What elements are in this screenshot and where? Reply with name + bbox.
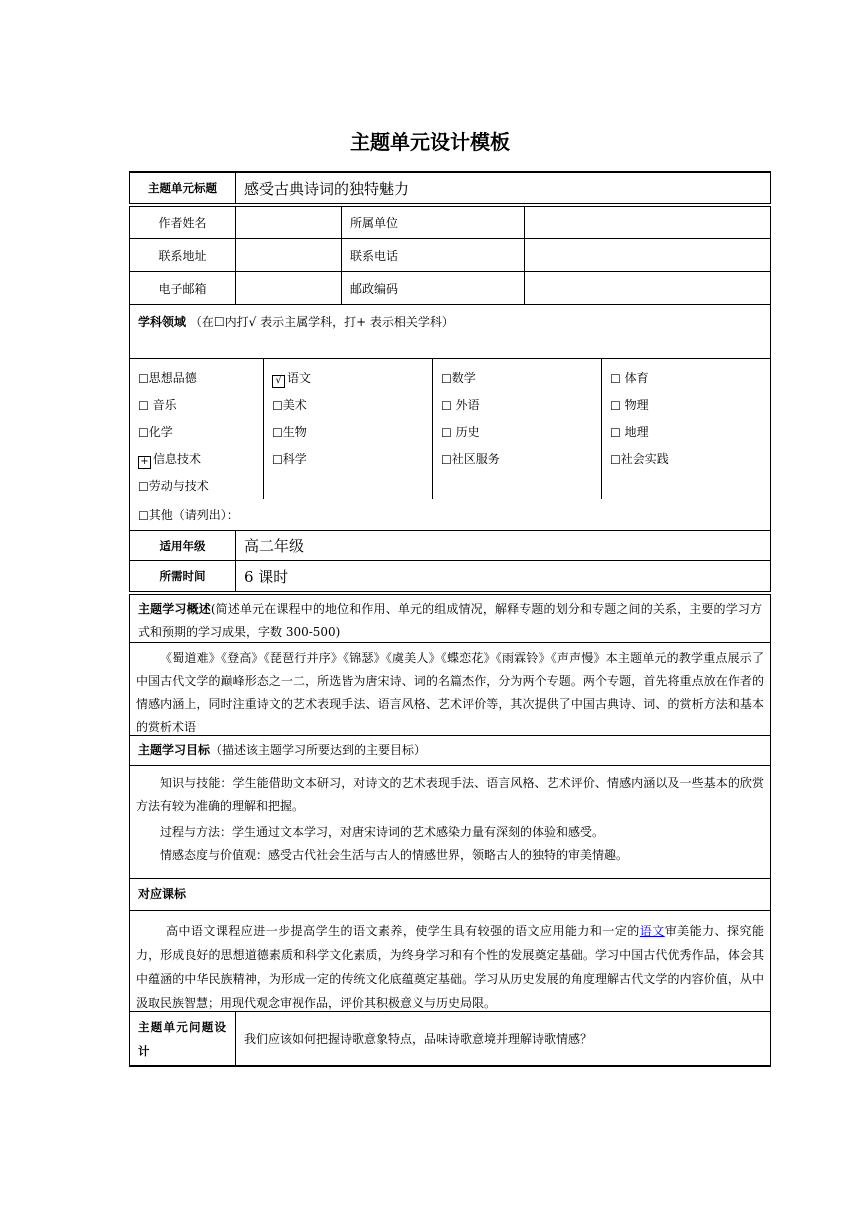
standards-header [129, 879, 771, 911]
subject-area-heading-wrap [130, 305, 462, 358]
subject-label: 外语 [451, 398, 480, 412]
postcode-value [524, 272, 770, 304]
subject-other-label: 其他（请列出）： [148, 508, 239, 522]
goal-item: 知识与技能：学生能借助文本研习，对诗文的艺术表现手法、语言风格、艺术评价、情感内涵以及一些基本的欣赏方法有较为准确的理解和把握。 [136, 776, 764, 813]
subject-checkbox[interactable]: + [138, 456, 151, 469]
standards-body [130, 911, 770, 1011]
subject-checkbox[interactable]: ☐ [138, 426, 149, 440]
question-value: 我们应该如何把握诗歌意象特点，品味诗歌意境并理解诗歌情感？ [235, 1012, 770, 1065]
subject-checkbox[interactable]: ☐ [610, 426, 621, 440]
goal-item: 过程与方法：学生通过文本学习，对唐宋诗词的艺术感染力量有深刻的体验和感受。 [160, 825, 605, 839]
subject-item [441, 392, 601, 419]
subject-checkbox[interactable]: ☐ [441, 372, 452, 386]
goal-item: 情感态度与价值观：感受古代社会生活与古人的情感世界，领略古人的独特的审美情趣。 [160, 848, 629, 862]
grade-label: 适用年级 [159, 538, 206, 553]
hours-value: 6 课时 [235, 561, 770, 591]
subject-item [610, 446, 770, 473]
author-row [129, 206, 771, 239]
goals-heading-wrap [130, 736, 434, 765]
subject-columns [130, 359, 770, 499]
subject-label: 语文 [287, 371, 312, 385]
overview-body: 《蜀道难》《登高》《琵琶行并序》《锦瑟》《虞美人》《蝶恋花》《雨霖铃》《声声慢》本主题单元的教学重点展示了中国古代文学的巅峰形态之一二，所选皆为唐宋诗、词的名篇杰作，分为两个专题。两个专题，首先将重点放在作者的情感内涵上，同时注重诗文的艺术表现手法、语言风格、艺术评价等，其次提供了中国古典诗、词、的赏析方法和基本的赏析术语 [136, 651, 764, 734]
subject-checkbox[interactable]: ☐ [610, 399, 621, 413]
subject-checkbox[interactable]: ☐ [610, 453, 621, 467]
checkbox-other[interactable]: ☐ [138, 509, 149, 523]
phone-value [524, 239, 770, 271]
email-row [129, 272, 771, 305]
subject-area-heading: 学科领域 [138, 315, 187, 329]
subject-label: 思想品德 [148, 371, 197, 385]
subject-item [138, 365, 263, 392]
goals-note: （描述该主题学习所要达到的主要目标） [210, 743, 427, 757]
subject-other [130, 499, 770, 531]
subject-item [272, 419, 432, 446]
hours-label: 所需时间 [159, 569, 206, 583]
subject-item [610, 365, 770, 392]
affiliation-value [524, 207, 770, 238]
subject-item [272, 365, 432, 392]
design-template-table [129, 171, 771, 1067]
unit-title-value: 感受古典诗词的独特魅力 [235, 173, 770, 203]
standards-text-1: 高中语文课程应进一步提高学生的语文素养，使学生具有较强的语文应用能力和一定的 [166, 924, 640, 938]
subject-item [272, 392, 432, 419]
subject-label: 科学 [282, 452, 307, 466]
phone-label: 联系电话 [341, 239, 524, 271]
question-row [129, 1012, 771, 1067]
subject-item [138, 473, 263, 500]
goals-body [130, 766, 770, 878]
subject-col-1 [130, 359, 263, 499]
subject-item [441, 446, 601, 473]
subject-col-4 [601, 359, 770, 499]
address-value [235, 239, 341, 271]
grade-row [129, 531, 771, 561]
subject-checkbox[interactable]: √ [272, 375, 285, 388]
subject-label: 音乐 [148, 398, 177, 412]
subject-checkbox[interactable]: ☐ [272, 453, 283, 467]
subject-area-grid [129, 359, 771, 531]
subject-label: 体育 [620, 371, 649, 385]
grade-value: 高二年级 [235, 531, 770, 560]
subject-label: 社会实践 [620, 452, 669, 466]
subject-checkbox[interactable]: ☐ [272, 399, 283, 413]
author-name-value [235, 207, 341, 238]
subject-item [441, 419, 601, 446]
overview-header [129, 594, 771, 643]
email-label: 电子邮箱 [158, 281, 207, 296]
author-name-label: 作者姓名 [158, 216, 207, 230]
overview-body-row [129, 643, 771, 736]
subject-checkbox[interactable]: ☐ [138, 480, 149, 494]
subject-label: 历史 [451, 425, 480, 439]
subject-item [138, 419, 263, 446]
subject-item [272, 446, 432, 473]
subject-item [610, 419, 770, 446]
standards-text-2: 审美能力、探究能力，形成良好的思想道德素质和科学文化素质，为终身学习和有个性的发展奠定基础。学习中国古代优秀作品，体会其中蕴涵的中华民族精神，为形成一定的传统文化底蕴奠定基础。学习从历史发展的角度理解古代文学的内容价值，从中汲取民族智慧；用现代观念审视作品，评价其积极意义与历史局限。 [136, 924, 764, 1010]
subject-label: 地理 [620, 425, 649, 439]
subject-label: 物理 [620, 398, 649, 412]
subject-label: 美术 [282, 398, 307, 412]
postcode-label: 邮政编码 [341, 272, 524, 304]
subject-col-2 [263, 359, 432, 499]
standards-body-row [129, 911, 771, 1012]
goals-header [129, 736, 771, 766]
subject-label: 生物 [282, 425, 307, 439]
overview-heading: 主题学习概述 [138, 602, 211, 616]
subject-label: 信息技术 [153, 452, 202, 466]
standards-link[interactable]: 语文 [639, 924, 665, 938]
subject-label: 数学 [451, 371, 476, 385]
overview-body-wrap [130, 643, 770, 735]
subject-label: 化学 [148, 425, 173, 439]
subject-area-note: （在☐内打√ 表示主属学科，打+ 表示相关学科） [189, 315, 454, 329]
subject-label: 社区服务 [451, 452, 500, 466]
subject-item [441, 365, 601, 392]
unit-title-row [129, 171, 771, 204]
unit-title-label: 主题单元标题 [148, 181, 217, 195]
standards-heading-wrap [130, 879, 194, 910]
subject-checkbox[interactable]: ☐ [441, 453, 452, 467]
page-title: 主题单元设计模板 [350, 130, 510, 154]
subject-area-header [129, 305, 771, 359]
goals-heading: 主题学习目标 [138, 743, 211, 757]
subject-checkbox[interactable]: ☐ [138, 372, 149, 386]
question-label: 主题单元问题设计 [138, 1019, 227, 1058]
subject-checkbox[interactable]: ☐ [441, 399, 452, 413]
address-label: 联系地址 [158, 248, 207, 263]
subject-item [138, 446, 263, 473]
subject-item [138, 392, 263, 419]
overview-heading-wrap [130, 595, 770, 642]
address-row [129, 239, 771, 272]
subject-col-3 [432, 359, 601, 499]
subject-label: 劳动与技术 [148, 479, 209, 493]
affiliation-label: 所属单位 [341, 207, 524, 238]
overview-note: (简述单元在课程中的地位和作用、单元的组成情况，解释专题的划分和专题之间的关系，主要的学习方式和预期的学习成果，字数 300-500) [138, 602, 762, 639]
hours-row [129, 561, 771, 592]
subject-checkbox[interactable]: ☐ [610, 372, 621, 386]
goals-body-row [129, 766, 771, 879]
subject-item [610, 392, 770, 419]
subject-checkbox[interactable]: ☐ [272, 426, 283, 440]
subject-checkbox[interactable]: ☐ [441, 426, 452, 440]
subject-checkbox[interactable]: ☐ [138, 399, 149, 413]
email-value [235, 272, 341, 304]
standards-heading: 对应课标 [138, 887, 187, 901]
